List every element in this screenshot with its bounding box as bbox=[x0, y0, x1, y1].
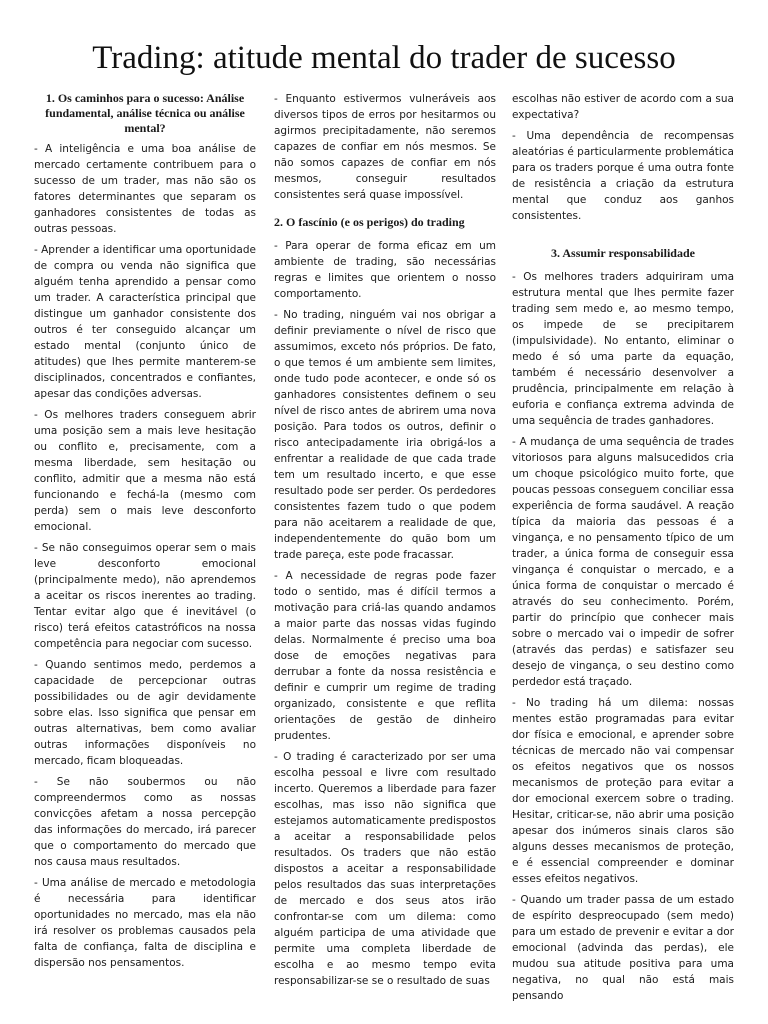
column-3 bbox=[512, 91, 734, 1009]
paragraph: - Uma dependência de recompensas aleatórias é particularmente problemática para os traders porque é uma outra fonte de resistência a criação da estrutura mental que conduz aos ganhos consistentes. bbox=[512, 130, 734, 222]
section-2-heading: 2. O fascínio (e os perigos) do trading bbox=[274, 215, 465, 229]
paragraph: - O trading é caracterizado por ser uma escolha pessoal e livre com resultado incerto. Queremos a liberdade para fazer escolhas, mas isso não significa que estejamos automaticamente predispostos a aceitar a responsabilidade pelos resultados. Os traders que não estão dispostos a aceitar a responsabilidade pelos resultados das suas interpretações de mercado e dos seus atos irão confrontar-se com um dilema: como alguém participa de uma atividade que permite uma completa liberdade de escolha e ao mesmo tempo evita responsabilizar-se se o resultado de suas bbox=[274, 751, 496, 987]
paragraph: - Os melhores traders conseguem abrir uma posição sem a mais leve hesitação ou conflito e, precisamente, com a mesma liberdade, sem hesitação ou conflito, admitir que a mesma não está funcionando e fechá-la (mesmo com perda) sem o mais leve desconforto emocional. bbox=[34, 409, 256, 533]
paragraph: - No trading há um dilema: nossas mentes estão programadas para evitar dor física e emocional, e aprender sobre técnicas de mercado não vai compensar os efeitos negativos que os nossos mecanismos de proteção para evitar a dor emocional exercem sobre o trading. Hesitar, criticar-se, não abrir uma posição apesar dos inúmeros sinais claros são alguns desses mecanismos de proteção, e é essencial compreender e dominar esses efeitos negativos. bbox=[512, 697, 734, 885]
paragraph: - Se não soubermos ou não compreendermos como as nossas convicções afetam a nossa percepção das informações do mercado, irá parecer que o comportamento do mercado que nos causa maus resultados. bbox=[34, 776, 256, 868]
paragraph: - Uma análise de mercado e metodologia é necessária para identificar oportunidades no mercado, mas ela não irá resolver os problemas causados pela falta de confiança, falta de disciplina e dispersão nos pensamentos. bbox=[34, 877, 256, 969]
paragraph: - Quando sentimos medo, perdemos a capacidade de percepcionar outras possibilidades ou de agir devidamente sobre elas. Isso significa que pensar em outras alternativas, bem como avaliar outras informações disponíveis no mercado, ficam bloqueadas. bbox=[34, 659, 256, 767]
paragraph: - Quando um trader passa de um estado de espírito despreocupado (sem medo) para um estado de prevenir e evitar a dor emocional (advinda das perdas), ele mudou sua atitude positiva para uma negativa, no qual não está mais pensando bbox=[512, 894, 734, 1002]
page-title: Trading: atitude mental do trader de sucesso bbox=[92, 40, 676, 76]
section-1-heading: 1. Os caminhos para o sucesso: Análise fundamental, análise técnica ou análise mental? bbox=[45, 91, 245, 135]
paragraph: - Enquanto estivermos vulneráveis aos diversos tipos de erros por hesitarmos ou agirmos precipitadamente, não seremos capazes de confiar em nós mesmos. Se não somos capazes de confiar em nós mesmos, conseguir resultados consistentes será quase impossível. bbox=[274, 93, 496, 201]
paragraph: - No trading, ninguém vai nos obrigar a definir previamente o nível de risco que assumimos, exceto nós próprios. De fato, o que temos é um ambiente sem limites, onde tudo pode acontecer, e onde só os ganhadores consistentes definem o seu nível de risco antes de abrirem uma nova posição. Para todos os outros, definir o risco antecipadamente iria obrigá-los a enfrentar a realidade de que cada trade tem um resultado incerto, e que esse resultado pode ser perder. Os perdedores consistentes fazem tudo o que podem para não aceitarem a realidade de que, independentemente do quão bom um trade pareça, este pode fracassar. bbox=[274, 309, 496, 561]
paragraph: escolhas não estiver de acordo com a sua expectativa? bbox=[512, 93, 734, 121]
paragraph: - A inteligência e uma boa análise de mercado certamente contribuem para o sucesso de um trader, mas não são os fatores determinantes que separam os ganhadores consistentes de todas as outras pessoas. bbox=[34, 143, 256, 235]
paragraph: - A mudança de uma sequência de trades vitoriosos para alguns malsucedidos cria um choque psicológico muito forte, que poucas pessoas conseguem conciliar essa experiência de forma saudável. A reação típica da maioria das pessoas é a vingança, e no pensamento típico de um trader, a única forma de conseguir essa vingança é conquistar o mercado, e a única forma de conquistar o mercado é através do seu conhecimento. Porém, partir do princípio que conhecer mais sobre o mercado vai o impedir de sofrer (através das perdas) e satisfazer seu desejo de vingança, o seu destino como perdedor está traçado. bbox=[512, 436, 734, 688]
column-1 bbox=[34, 91, 256, 976]
section-3-heading: 3. Assumir responsabilidade bbox=[551, 246, 695, 260]
paragraph: - Se não conseguimos operar sem o mais leve desconforto emocional (principalmente medo), não aprendemos a aceitar os riscos inerentes ao trading. Tentar evitar algo que é inevitável (o risco) terá efeitos catastróficos na nossa competência para negociar com sucesso. bbox=[34, 542, 256, 650]
paragraph: - Os melhores traders adquiriram uma estrutura mental que lhes permite fazer trading sem medo e, ao mesmo tempo, os impede de se precipitarem (impulsividade). No entanto, eliminar o medo é só uma parte da equação, também é necessário desenvolver a prudência, principalmente em relação à euforia e confiança extrema advinda de uma sequência de trades ganhadores. bbox=[512, 271, 734, 427]
paragraph: - Aprender a identificar uma oportunidade de compra ou venda não significa que alguém tenha aprendido a pensar como um trader. A característica principal que distingue um ganhador consistente dos outros é ter conseguido alcançar um estado mental (conjunto único de atitudes) que lhes permite manterem-se disciplinados, concentrados e confiantes, apesar das condições adversas. bbox=[34, 244, 256, 400]
column-2 bbox=[274, 91, 496, 994]
paragraph: - Para operar de forma eficaz em um ambiente de trading, são necessárias regras e limites que orientem o nosso comportamento. bbox=[274, 240, 496, 300]
paragraph: - A necessidade de regras pode fazer todo o sentido, mas é difícil termos a motivação para criá-las quando andamos a maior parte das nossas vidas fugindo delas. Normalmente é preciso uma boa dose de emoções negativas para derrubar a fonte da nossa resistência e definir e cumprir um regime de trading organizado, consistente e que reflita orientações de gestão de dinheiro prudentes. bbox=[274, 570, 496, 742]
